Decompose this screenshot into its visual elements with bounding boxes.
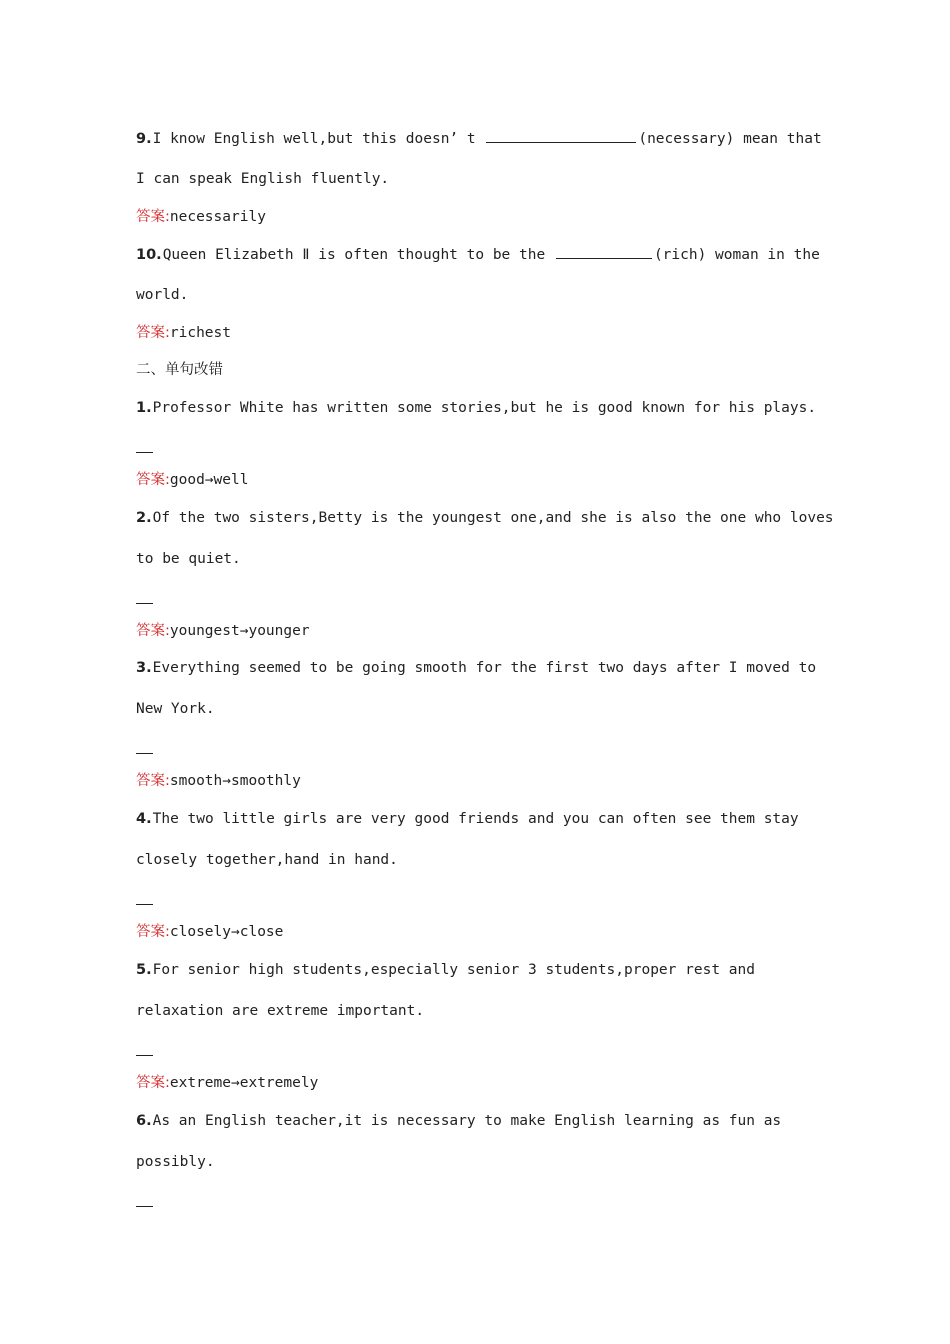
question-number: 9. xyxy=(136,131,152,147)
question-number: 5. xyxy=(136,962,152,978)
answer-10 xyxy=(136,323,231,343)
question-line2: New York. xyxy=(136,701,215,717)
answer-text: richest xyxy=(169,325,231,341)
answer-text: closely→close xyxy=(169,924,284,940)
answer-text: youngest→younger xyxy=(169,623,310,639)
question-text: Queen Elizabeth Ⅱ is often thought to be the xyxy=(162,247,554,263)
question-number: 4. xyxy=(136,811,152,827)
answer-text: smooth→smoothly xyxy=(169,773,301,789)
answer-5 xyxy=(136,1073,318,1093)
question-text: As an English teacher,it is necessary to make English learning as fun as xyxy=(152,1113,782,1129)
question-line2: possibly. xyxy=(136,1154,215,1170)
answer-line[interactable] xyxy=(136,603,153,604)
question-text: Of the two sisters,Betty is the youngest one,and she is also the one who loves xyxy=(152,510,834,526)
question-9 xyxy=(136,128,822,149)
correction-item-2 xyxy=(136,508,834,528)
answer-text: extreme→extremely xyxy=(169,1075,319,1091)
answer-line[interactable] xyxy=(136,452,153,453)
question-10-line2: world. xyxy=(136,287,189,303)
question-number: 6. xyxy=(136,1113,152,1129)
answer-text: good→well xyxy=(169,472,249,488)
question-number: 3. xyxy=(136,660,152,676)
answer-label: 答案: xyxy=(136,325,170,341)
question-10 xyxy=(136,244,820,265)
question-line2: relaxation are extreme important. xyxy=(136,1003,425,1019)
answer-text: necessarily xyxy=(169,209,266,225)
answer-label: 答案: xyxy=(136,472,170,488)
answer-line[interactable] xyxy=(136,904,153,905)
correction-item-3 xyxy=(136,658,816,678)
question-line2: to be quiet. xyxy=(136,551,241,567)
answer-line[interactable] xyxy=(136,1206,153,1207)
section-heading: 二、单句改错 xyxy=(136,362,223,378)
correction-item-1 xyxy=(136,398,816,418)
answer-label: 答案: xyxy=(136,623,170,639)
correction-item-5 xyxy=(136,960,755,980)
answer-label: 答案: xyxy=(136,209,170,225)
question-text: The two little girls are very good friends and you can often see them stay xyxy=(152,811,799,827)
correction-item-4 xyxy=(136,809,799,829)
correction-item-6 xyxy=(136,1111,781,1131)
question-text: (necessary) mean that xyxy=(638,131,822,147)
answer-9 xyxy=(136,207,266,227)
answer-label: 答案: xyxy=(136,1075,170,1091)
question-text: For senior high students,especially senior 3 students,proper rest and xyxy=(152,962,755,978)
answer-2 xyxy=(136,621,310,641)
question-number: 2. xyxy=(136,510,152,526)
question-number: 1. xyxy=(136,400,152,416)
question-line2: closely together,hand in hand. xyxy=(136,852,398,868)
question-text: (rich) woman in the xyxy=(653,247,820,263)
fill-blank[interactable] xyxy=(486,128,636,143)
answer-line[interactable] xyxy=(136,1055,153,1056)
answer-label: 答案: xyxy=(136,773,170,789)
question-text: Everything seemed to be going smooth for the first two days after I moved to xyxy=(152,660,817,676)
fill-blank[interactable] xyxy=(556,244,652,259)
question-text: I know English well,but this doesn’ t xyxy=(152,131,485,147)
question-number: 10. xyxy=(136,247,162,263)
question-text: Professor White has written some stories,but he is good known for his plays. xyxy=(152,400,817,416)
question-9-line2: I can speak English fluently. xyxy=(136,171,390,187)
answer-4 xyxy=(136,922,283,942)
answer-label: 答案: xyxy=(136,924,170,940)
answer-line[interactable] xyxy=(136,753,153,754)
answer-3 xyxy=(136,771,301,791)
answer-1 xyxy=(136,470,248,490)
